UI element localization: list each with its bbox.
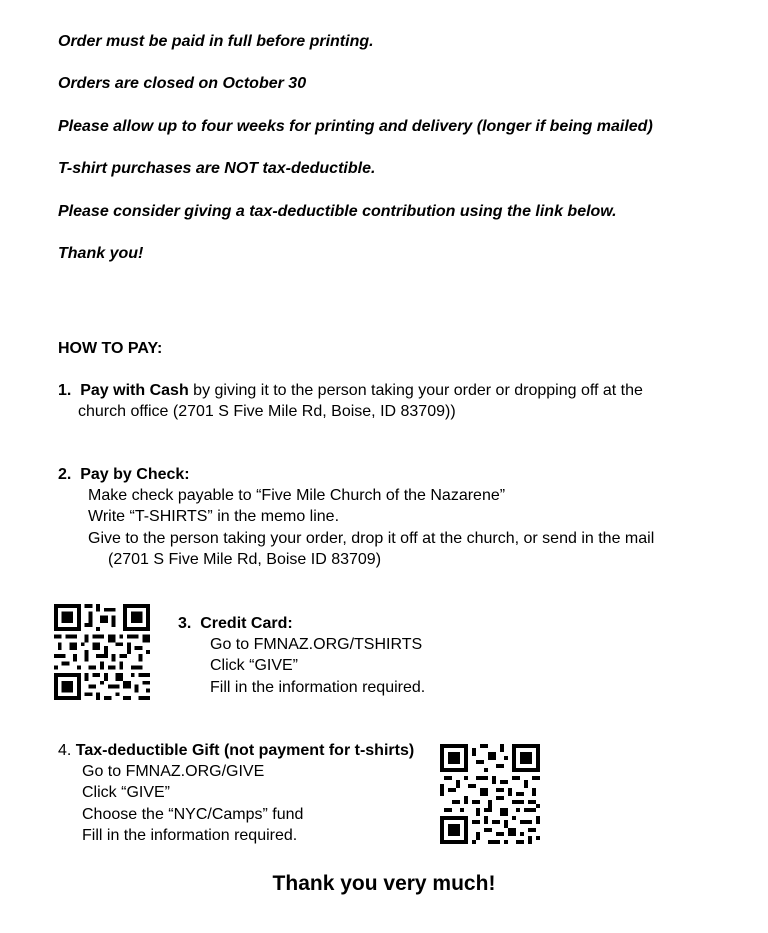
- cash-number: 1.: [58, 382, 72, 399]
- note-thank-you: Thank you!: [58, 245, 144, 262]
- credit-number: 3.: [178, 615, 192, 632]
- check-delivery: Give to the person taking your order, drop it off at the church, or send in the mail: [88, 530, 655, 547]
- check-address: (2701 S Five Mile Rd, Boise ID 83709): [108, 551, 382, 568]
- cash-title: Pay with Cash: [80, 382, 189, 399]
- closing-thank-you: Thank you very much!: [272, 872, 496, 895]
- qr-code-icon: [54, 604, 150, 700]
- gift-fill-info: Fill in the information required.: [82, 827, 298, 844]
- credit-title: Credit Card:: [200, 615, 293, 632]
- credit-fill-info: Fill in the information required.: [210, 679, 426, 696]
- cash-address: church office (2701 S Five Mile Rd, Boise, ID 83709)): [78, 403, 456, 420]
- note-not-tax-deductible: T-shirt purchases are NOT tax-deductible.: [58, 160, 376, 177]
- check-number: 2.: [58, 466, 72, 483]
- credit-heading: [178, 614, 293, 634]
- credit-go-to-url: Go to FMNAZ.ORG/TSHIRTS: [210, 636, 423, 653]
- gift-go-to-url: Go to FMNAZ.ORG/GIVE: [82, 763, 265, 780]
- check-title: Pay by Check:: [80, 466, 190, 483]
- how-to-pay-heading: HOW TO PAY:: [58, 340, 163, 357]
- gift-click-give: Click “GIVE”: [82, 784, 170, 801]
- gift-title: Tax-deductible Gift (not payment for t-shirts): [75, 742, 415, 759]
- check-payable: Make check payable to “Five Mile Church of the Nazarene”: [88, 487, 506, 504]
- gift-qr-code[interactable]: [440, 744, 540, 844]
- check-memo: Write “T-SHIRTS” in the memo line.: [88, 508, 340, 525]
- gift-choose-fund: Choose the “NYC/Camps” fund: [82, 806, 304, 823]
- qr-code-icon: [440, 744, 540, 844]
- note-paid-in-full: Order must be paid in full before printing.: [58, 33, 374, 50]
- check-heading: [58, 465, 190, 485]
- cash-item: [58, 381, 643, 401]
- credit-card-qr-code[interactable]: [54, 604, 150, 700]
- gift-number: 4.: [58, 742, 72, 759]
- note-delivery-time: Please allow up to four weeks for printing and delivery (longer if being mailed): [58, 118, 653, 135]
- credit-click-give: Click “GIVE”: [210, 657, 298, 674]
- note-orders-closed: Orders are closed on October 30: [58, 75, 307, 92]
- note-consider-giving: Please consider giving a tax-deductible contribution using the link below.: [58, 203, 617, 220]
- gift-heading: [58, 741, 414, 761]
- cash-description: by giving it to the person taking your order or dropping off at the: [188, 382, 643, 399]
